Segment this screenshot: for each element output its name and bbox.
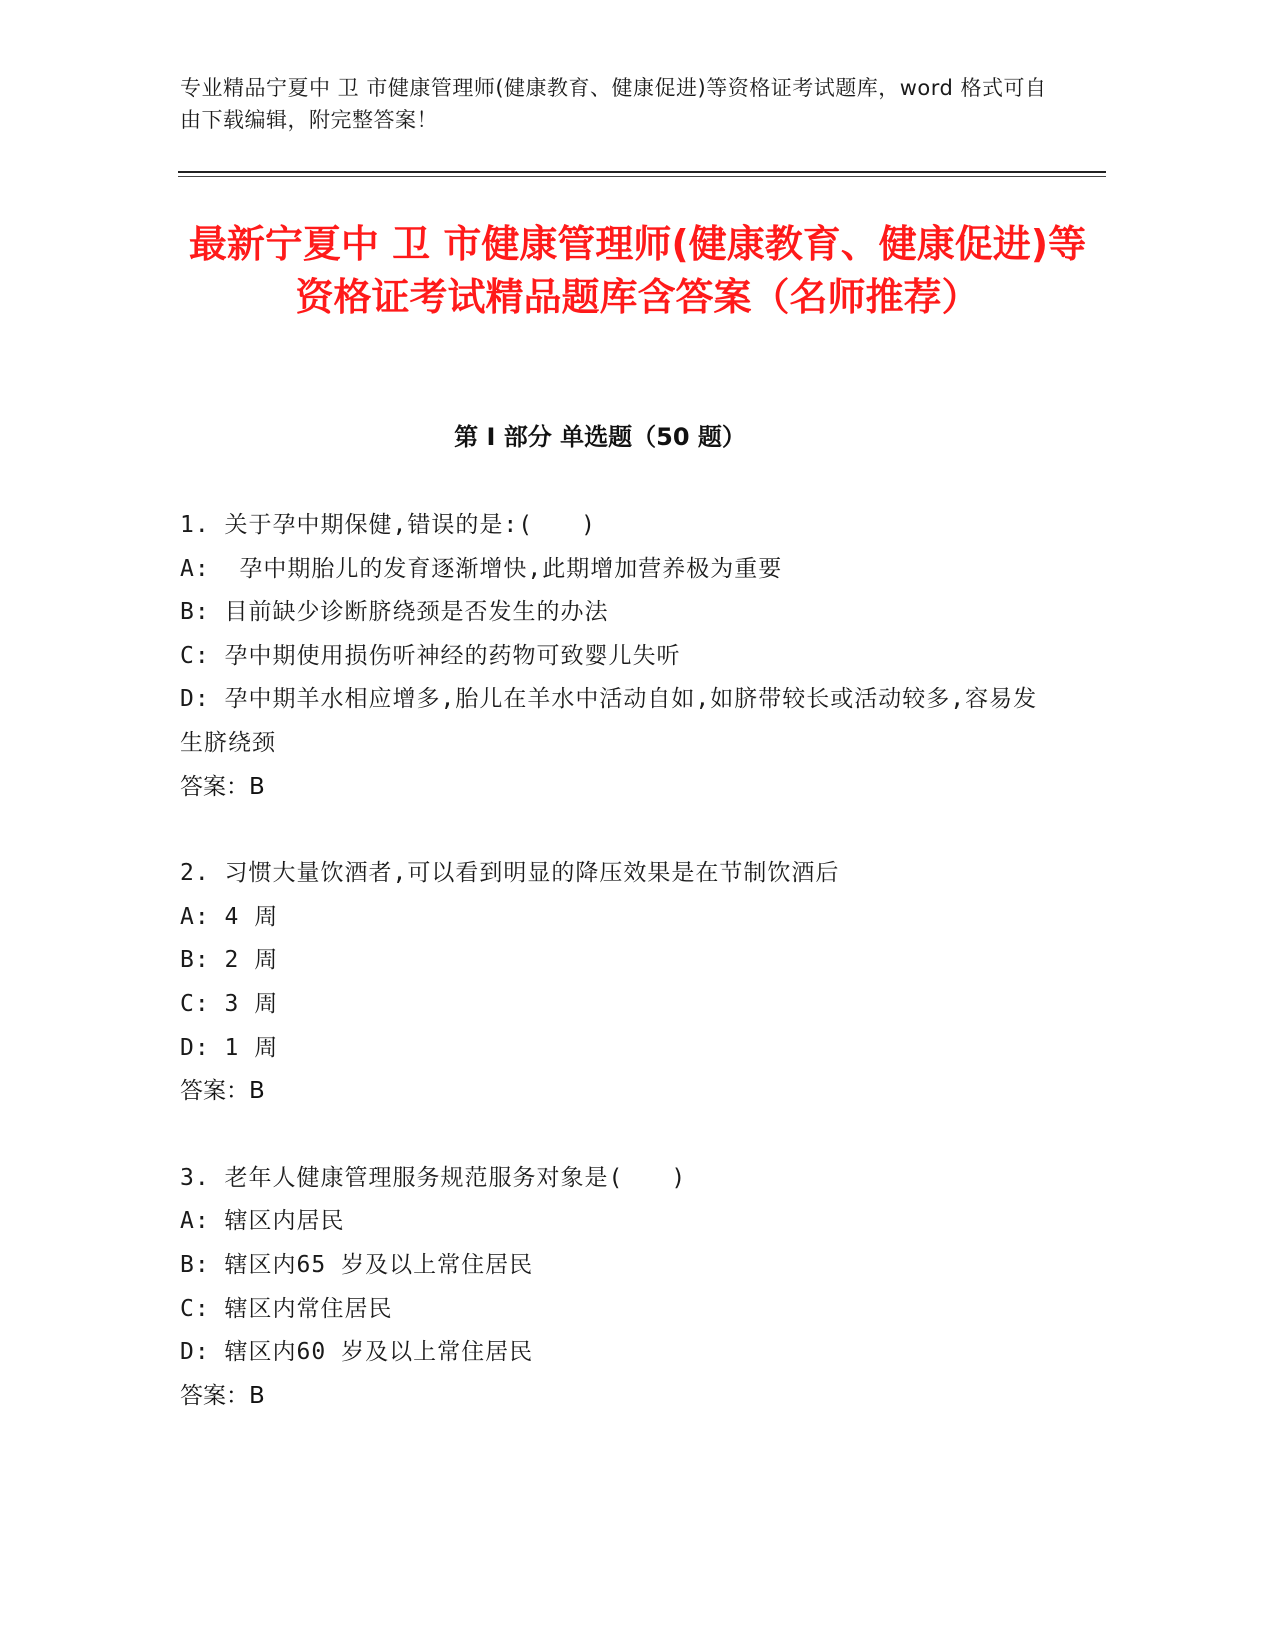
header-divider-thin bbox=[178, 176, 1106, 177]
question-stem: 2. 习惯大量饮酒者,可以看到明显的降压效果是在节制饮酒后 bbox=[180, 860, 840, 887]
option-c: C: 孕中期使用损伤听神经的药物可致婴儿失听 bbox=[180, 642, 681, 669]
answer: 答案：B bbox=[180, 1078, 265, 1105]
answer: 答案：B bbox=[180, 1382, 265, 1409]
option-b: B: 辖区内65 岁及以上常住居民 bbox=[180, 1251, 534, 1278]
question-2 bbox=[180, 852, 1050, 1114]
option-a: A: 孕中期胎儿的发育逐渐增快,此期增加营养极为重要 bbox=[180, 555, 783, 582]
option-c: C: 辖区内常住居民 bbox=[180, 1295, 393, 1322]
answer: 答案：B bbox=[180, 773, 265, 800]
option-a: A: 4 周 bbox=[180, 903, 279, 930]
option-d: D: 辖区内60 岁及以上常住居民 bbox=[180, 1339, 534, 1366]
section-title: 第 I 部分 单选题（50 题） bbox=[454, 423, 746, 451]
question-stem: 1. 关于孕中期保健,错误的是:( ) bbox=[180, 512, 596, 538]
document-title: 最新宁夏中 卫 市健康管理师(健康教育、健康促进)等资格证考试精品题库含答案（名师推荐） bbox=[188, 222, 1087, 319]
question-1 bbox=[180, 504, 1050, 809]
option-b: B: 目前缺少诊断脐绕颈是否发生的办法 bbox=[180, 599, 609, 626]
header-note: 专业精品宁夏中 卫 市健康管理师(健康教育、健康促进)等资格证考试题库，word 格式可自由下载编辑，附完整答案！ bbox=[180, 76, 1047, 132]
question-list bbox=[180, 504, 1050, 1461]
option-d: D: 孕中期羊水相应增多,胎儿在羊水中活动自如,如脐带较长或活动较多,容易发生脐绕颈 bbox=[180, 686, 1038, 756]
header-divider-thick bbox=[178, 171, 1106, 173]
question-3 bbox=[180, 1157, 1050, 1419]
option-a: A: 辖区内居民 bbox=[180, 1208, 345, 1235]
option-c: C: 3 周 bbox=[180, 990, 279, 1017]
question-stem: 3. 老年人健康管理服务规范服务对象是( ) bbox=[180, 1164, 687, 1191]
option-d: D: 1 周 bbox=[180, 1034, 279, 1061]
option-b: B: 2 周 bbox=[180, 947, 279, 974]
